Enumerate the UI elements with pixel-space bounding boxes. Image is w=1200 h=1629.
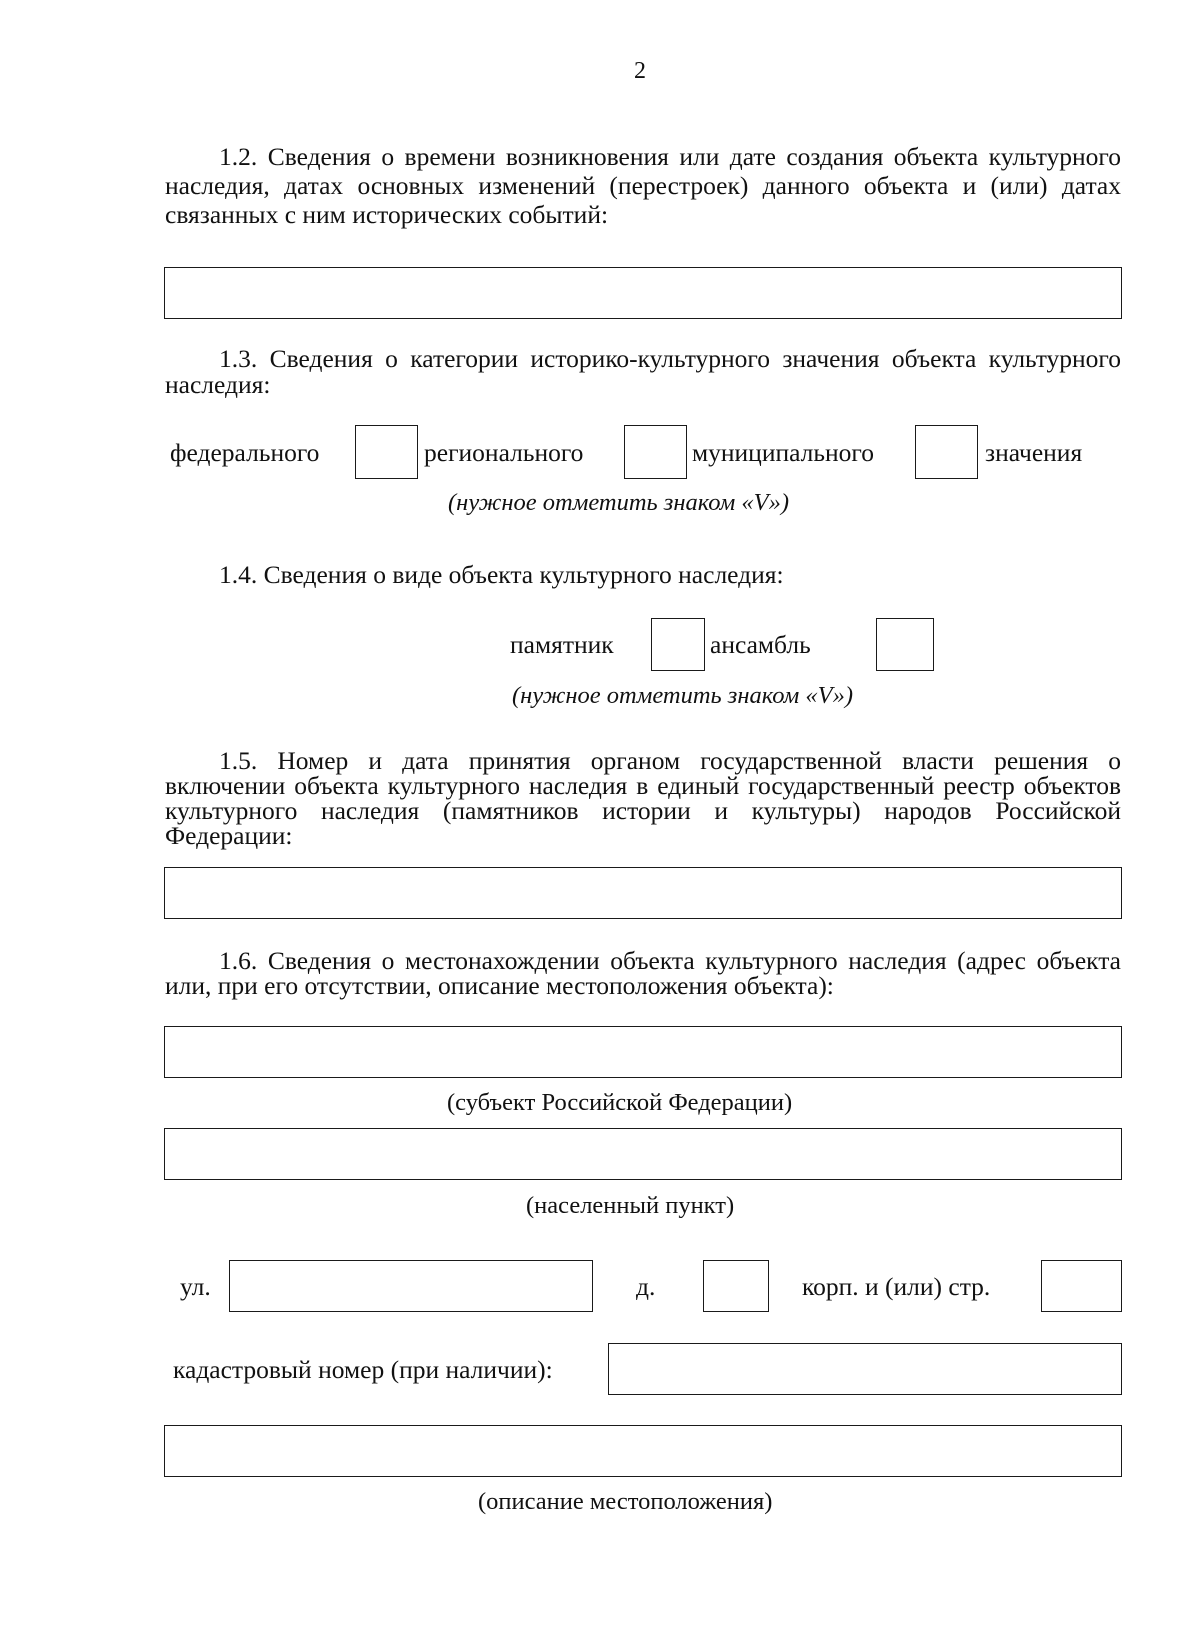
section-1-6-text: 1.6. Сведения о местонахождении объекта культурного наследия (адрес объекта или, при его отсутствии, описание местоположения объекта): xyxy=(165,946,1121,1000)
building-label: корп. и (или) стр. xyxy=(802,1272,991,1301)
ensemble-checkbox[interactable] xyxy=(876,618,934,671)
building-field[interactable] xyxy=(1041,1260,1122,1312)
section-1-5-text: 1.5. Номер и дата принятия органом государственной власти решения о включении объекта культурного наследия в единый государственный реестр объектов культурного наследия (памятников истории и культуры) народов Российской Федерации: xyxy=(165,746,1121,850)
monument-checkbox[interactable] xyxy=(651,618,705,671)
category-hint: (нужное отметить знаком «V») xyxy=(448,489,790,516)
house-field[interactable] xyxy=(703,1260,769,1312)
registry-decision-field[interactable] xyxy=(164,867,1122,919)
street-label: ул. xyxy=(180,1272,211,1301)
municipal-checkbox[interactable] xyxy=(915,425,978,479)
locality-caption: (населенный пункт) xyxy=(526,1192,735,1219)
cadastral-number-field[interactable] xyxy=(608,1343,1122,1395)
option-ensemble-label: ансамбль xyxy=(710,630,811,659)
option-municipal-label: муниципального xyxy=(692,438,874,467)
cadastral-label: кадастровый номер (при наличии): xyxy=(173,1355,553,1384)
location-description-field[interactable] xyxy=(164,1425,1122,1477)
option-monument-label: памятник xyxy=(510,630,614,659)
federal-checkbox[interactable] xyxy=(355,425,418,479)
section-1-3-text: 1.3. Сведения о категории историко-культурного значения объекта культурного наследия: xyxy=(165,344,1121,399)
page-number: 2 xyxy=(634,58,646,84)
section-1-4-text: 1.4. Сведения о виде объекта культурного наследия: xyxy=(219,560,784,589)
section-1-2-text: 1.2. Сведения о времени возникновения или дате создания объекта культурного наследия, датах основных изменений (перестроек) данного объекта и (или) датах связанных с ним исторических событий: xyxy=(165,142,1121,229)
federal-subject-caption: (субъект Российской Федерации) xyxy=(447,1089,793,1116)
house-label: д. xyxy=(636,1272,656,1301)
locality-field[interactable] xyxy=(164,1128,1122,1180)
street-field[interactable] xyxy=(229,1260,593,1312)
option-regional-label: регионального xyxy=(424,438,584,467)
significance-suffix-label: значения xyxy=(985,438,1083,467)
creation-date-field[interactable] xyxy=(164,267,1122,319)
federal-subject-field[interactable] xyxy=(164,1026,1122,1078)
kind-hint: (нужное отметить знаком «V») xyxy=(512,682,854,709)
option-federal-label: федерального xyxy=(170,438,320,467)
regional-checkbox[interactable] xyxy=(624,425,687,479)
location-description-caption: (описание местоположения) xyxy=(478,1488,773,1515)
